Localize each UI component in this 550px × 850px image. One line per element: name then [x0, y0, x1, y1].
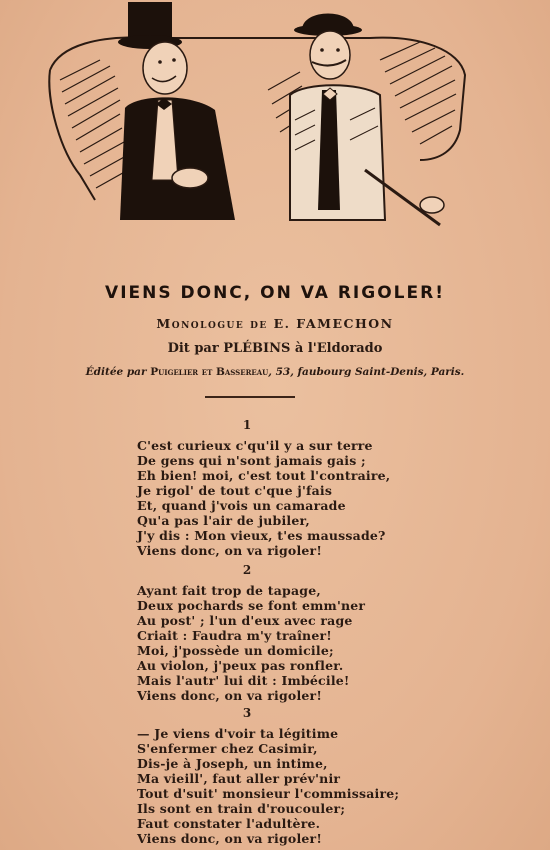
verse-line: J'y dis : Mon vieux, t'es maussade?	[137, 528, 386, 543]
verse-line: Viens donc, on va rigoler!	[137, 543, 323, 558]
verse-line: Deux pochards se font emm'ner	[137, 598, 366, 613]
publisher-line	[0, 366, 550, 378]
verse-line: Eh bien! moi, c'est tout l'contraire,	[137, 468, 391, 483]
verse-line: S'enfermer chez Casimir,	[137, 741, 318, 756]
publisher-address: , 53, faubourg Saint-Denis, Paris.	[268, 366, 465, 378]
verse-line: Et, quand j'vois un camarade	[137, 498, 346, 513]
verse-line: Ayant fait trop de tapage,	[137, 583, 321, 598]
verse-line: Moi, j'possède un domicile;	[137, 643, 334, 658]
two-gentlemen-illustration-icon	[40, 0, 470, 232]
verse-line: Viens donc, on va rigoler!	[137, 831, 323, 846]
verse-line: Faut constater l'adultère.	[137, 816, 321, 831]
divider	[205, 396, 295, 398]
verse-line: Au violon, j'peux pas ronfler.	[137, 658, 344, 673]
stanza-1	[137, 418, 397, 558]
verse-line: — Je viens d'voir ta légitime	[137, 726, 339, 741]
subtitle: Monologue de E. FAMECHON	[156, 316, 394, 331]
verse-line: Criait : Faudra m'y traîner!	[137, 628, 332, 643]
stanza-number: 2	[242, 563, 252, 577]
verse-line: Qu'a pas l'air de jubiler,	[137, 513, 310, 528]
verse-line: Ils sont en train d'roucouler;	[137, 801, 346, 816]
verse-line: C'est curieux c'qu'il y a sur terre	[137, 438, 373, 453]
performer-line: Dit par PLÉBINS à l'Eldorado	[167, 341, 383, 356]
verse-line: Mais l'autr' lui dit : Imbécile!	[137, 673, 350, 688]
publisher-prefix: Éditée par	[85, 366, 147, 378]
stanza-number: 3	[242, 706, 252, 720]
verse-line: Dis-je à Joseph, un intime,	[137, 756, 328, 771]
verse-line: Au post' ; l'un d'eux avec rage	[137, 613, 353, 628]
stanza-3	[137, 706, 400, 846]
publisher-names: Puigelier et Bassereau	[150, 366, 269, 378]
stanza-number: 1	[242, 418, 252, 432]
verse-line: Viens donc, on va rigoler!	[137, 688, 323, 703]
verse-line: Ma vieill', faut aller prév'nir	[137, 771, 341, 786]
page-title: VIENS DONC, ON VA RIGOLER!	[105, 283, 445, 303]
verse-line: De gens qui n'sont jamais gais ;	[137, 453, 366, 468]
stanza-2	[137, 563, 397, 703]
verse-line: Tout d'suit' monsieur l'commissaire;	[137, 786, 400, 801]
verse-line: Je rigol' de tout c'que j'fais	[137, 483, 333, 498]
